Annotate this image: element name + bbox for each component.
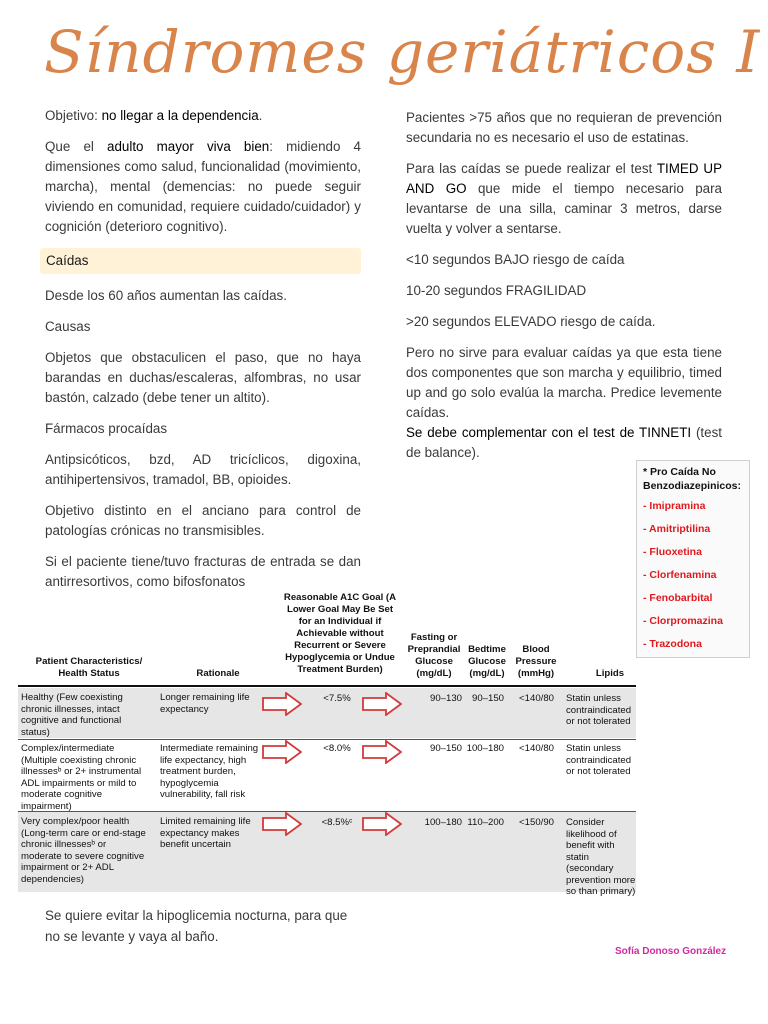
objective-paragraph <box>45 106 361 126</box>
section-heading-caidas: Caídas <box>40 248 361 274</box>
header-rationale: Rationale <box>196 668 240 679</box>
left-column <box>45 106 361 603</box>
arrow-icon <box>262 740 302 764</box>
arrow-icon <box>362 740 402 764</box>
cell-patient: Complex/intermediate (Multiple coexisting chronic illnessesᵇ or 2+ instrumental ADL impairments or mild to moderate cognitive impairment) <box>21 743 142 812</box>
table-row <box>18 812 636 897</box>
falls-age-paragraph: Desde los 60 años aumentan las caídas. <box>45 288 287 303</box>
cell-bedtime: 90–150 <box>471 693 504 704</box>
header-patient: Patient Characteristics/ Health Status <box>35 656 143 679</box>
tug-limitation-paragraph: Pero no sirve para evaluar caídas ya que esta tiene dos componentes que son marcha y equilibrio, timed up and go solo evalúa la marcha. Predice levemente caídas. <box>406 345 722 420</box>
cell-a1c: <8.5%ᶜ <box>321 817 353 828</box>
tinneti-highlight: Se debe complementar con el test de TINNETI <box>406 425 692 440</box>
header-bp: Blood Pressure (mmHg) <box>515 644 557 679</box>
header-rule <box>18 685 636 687</box>
cell-rationale: Limited remaining life expectancy makes benefit uncertain <box>160 816 251 850</box>
header-lipids: Lipids <box>595 668 625 679</box>
header-a1c: Reasonable A1C Goal (A Lower Goal May Be Set for an Individual if Achievable without Recurrent or Severe Hypoglycemia or Undue Treatment Burden) <box>283 592 397 675</box>
cell-bp: <150/90 <box>519 817 554 828</box>
tug-frailty: 10-20 segundos FRAGILIDAD <box>406 283 587 298</box>
pro-fall-drugs-title: * Pro Caída No Benzodiazepinicos: <box>643 466 742 492</box>
cell-rationale: Intermediate remaining life expectancy, high treatment burden, hypoglycemia vulnerability, fall risk <box>160 743 259 800</box>
drug-item: - Fluoxetina <box>643 546 702 558</box>
tug-high-risk: >20 segundos ELEVADO riesgo de caída. <box>406 314 656 329</box>
drug-item: - Clorpromazina <box>643 615 723 627</box>
goal-paragraph: Objetivo distinto en el anciano para control de patologías crónicas no transmisibles. <box>45 503 361 538</box>
arrow-icon <box>262 692 302 716</box>
cell-bedtime: 100–180 <box>466 743 504 754</box>
arrow-icon <box>362 692 402 716</box>
cell-bedtime: 110–200 <box>467 817 504 828</box>
drugs-paragraph: Antipsicóticos, bzd, AD tricíclicos, digoxina, antihipertensivos, tramadol, BB, opioides. <box>45 452 361 487</box>
objective-end: . <box>258 108 263 123</box>
arrow-icon <box>362 812 402 836</box>
drugs-label: Fármacos procaídas <box>45 421 168 436</box>
cell-fasting: 90–150 <box>429 743 462 754</box>
drug-item: - Amitriptilina <box>643 523 711 535</box>
causes-label: Causas <box>45 319 91 334</box>
objective-label: Objetivo: <box>45 108 102 123</box>
right-column <box>406 108 722 474</box>
cell-fasting: 100–180 <box>424 817 462 828</box>
tinneti-paragraph <box>406 423 722 463</box>
cell-patient: Very complex/poor health (Long-term care or end-stage chronic illnessesᵇ or moderate to severe cognitive impairment or 2+ ADL dependencies) <box>21 816 146 885</box>
drug-item: - Clorfenamina <box>643 569 717 581</box>
cell-bp: <140/80 <box>519 743 554 754</box>
cell-rationale: Longer remaining life expectancy <box>160 692 250 715</box>
cell-bp: <140/80 <box>519 693 554 704</box>
cell-fasting: 90–130 <box>429 693 462 704</box>
cell-lipids: Statin unless contraindicated or not tolerated <box>566 693 632 727</box>
cell-a1c: <8.0% <box>323 743 351 754</box>
tug-low-risk: <10 segundos BAJO riesgo de caída <box>406 252 625 267</box>
cell-lipids: Statin unless contraindicated or not tolerated <box>566 743 632 777</box>
obstacles-paragraph: Objetos que obstaculicen el paso, que no haya barandas en duchas/escaleras, alfombras, no usar bastón, calzado (debe tener un altito). <box>45 350 361 405</box>
dimensions-start: Que el <box>45 139 107 154</box>
table-row <box>18 688 636 738</box>
author-signature: Sofía Donoso González <box>615 946 727 957</box>
dimensions-highlight: adulto mayor viva bien <box>107 139 270 154</box>
fractures-paragraph: Si el paciente tiene/tuvo fracturas de entrada se dan antirresortivos, como bifosfonatos <box>45 554 361 589</box>
cell-a1c: <7.5% <box>323 693 351 704</box>
header-fasting: Fasting or Preprandial Glucose (mg/dL) <box>407 632 461 679</box>
tug-text: que mide el tiempo necesario para levantarse de una silla, caminar 3 metros, darse vuelta y volver a sentarse. <box>406 181 722 236</box>
dimensions-paragraph <box>45 137 361 237</box>
glycemic-goals-table <box>18 588 636 897</box>
tug-start: Para las caídas se puede realizar el test <box>406 161 657 176</box>
tug-highlight: TIMED UP AND GO <box>406 161 723 196</box>
table-row <box>18 740 636 810</box>
objective-highlight: no llegar a la dependencia <box>101 108 259 123</box>
tug-paragraph <box>406 159 722 239</box>
pro-fall-drugs-box <box>636 460 750 658</box>
cell-patient: Healthy (Few coexisting chronic illnesses, intact cognitive and functional status) <box>21 692 123 738</box>
drug-item: - Trazodona <box>643 638 702 650</box>
dimensions-text: : midiendo 4 dimensiones como salud, funcionalidad (movimiento, marcha), mental (demencias: no puede seguir viviendo en comunidad, requiere cuidado/cuidador) y cognición (deterioro cognitivo). <box>45 139 361 234</box>
drug-item: - Fenobarbital <box>643 592 713 604</box>
cell-lipids: Consider likelihood of benefit with statin (secondary prevention more so than primary) <box>566 817 636 897</box>
tinneti-text: (test de balance). <box>406 425 722 460</box>
header-bedtime: Bedtime Glucose (mg/dL) <box>468 644 506 679</box>
page-title: Síndromes geriátricos I <box>44 18 761 86</box>
statins-paragraph: Pacientes >75 años que no requieran de prevención secundaria no es necesario el uso de estatinas. <box>406 110 722 145</box>
footer-paragraph: Se quiere evitar la hipoglicemia nocturna, para que no se levante y vaya al baño. <box>45 908 348 944</box>
arrow-icon <box>262 812 302 836</box>
drug-item: - Imipramina <box>643 500 706 512</box>
